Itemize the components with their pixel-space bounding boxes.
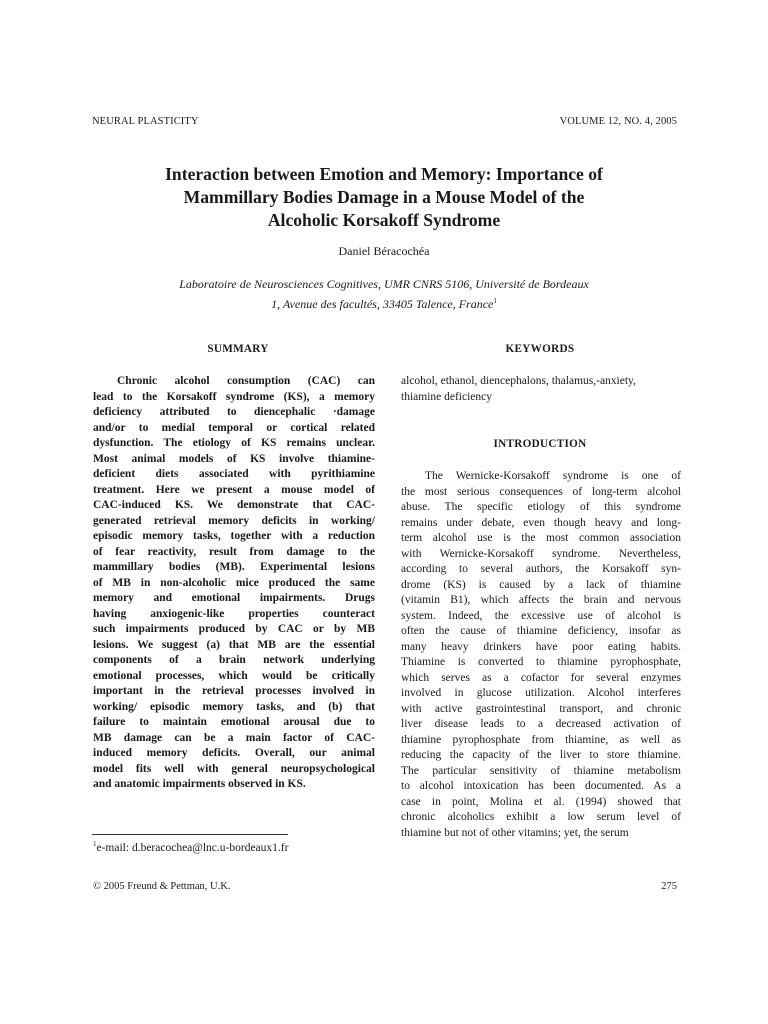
text-line: generated retrieval memory deficits in working/ [93, 514, 375, 527]
text-line: MB damage can be a main factor of CAC- [93, 731, 375, 744]
introduction-paragraph [401, 469, 681, 841]
text-line: many heavy drinkers have poor eating habits. [401, 640, 681, 653]
text-line: which serves as a cofactor for several enzymes [401, 671, 681, 684]
text-line: (vitamin B1), which affects the brain and nervous [401, 594, 681, 606]
text-line: system. Indeed, the excessive use of alcohol is [401, 609, 681, 622]
text-line: drome (KS) is caused by a lack of thiamine [401, 578, 681, 591]
text-line: term alcohol use is the most common association [401, 532, 681, 544]
title-line: Mammillary Bodies Damage in a Mouse Model of the [183, 187, 585, 207]
text-line: chronic alcoholics exhibit a low serum level of [401, 811, 681, 823]
text-line: treatment. Here we present a mouse model of [93, 483, 375, 496]
text-line: involved in glucose utilization. Alcohol interferes [401, 687, 681, 699]
copyright-notice: © 2005 Freund & Pettman, U.K. [93, 881, 231, 892]
text-line: and anatomic impairments observed in KS. [93, 778, 306, 790]
text-line: episodic memory tasks, together with a reduction [93, 530, 375, 542]
affiliation-line-2 [120, 293, 648, 313]
text-line: mammillary bodies (MB). Experimental lesions [93, 561, 375, 573]
text-line: thiamine deficiency [401, 390, 493, 403]
text-line: The particular sensitivity of thiamine metabolism [401, 764, 681, 777]
text-line: memory and emotional impairments. Drugs [93, 592, 375, 604]
affiliation-footnote-marker: 1 [493, 297, 497, 305]
text-line: such impairments produced by CAC or by MB [93, 623, 375, 635]
volume-info: VOLUME 12, NO. 4, 2005 [559, 116, 677, 127]
text-line: thiamine but not of other vitamins; yet, the serum [401, 826, 629, 839]
text-line: Chronic alcohol consumption (CAC) can [117, 375, 375, 387]
footnote-divider [92, 834, 288, 835]
text-line: of fear reactivity, result from damage to the [93, 545, 375, 558]
text-line: emotional processes, which would be critically [93, 669, 375, 682]
text-line: components of a brain network underlying [93, 654, 375, 666]
text-line: of MB in non-alcoholic mice produced the same [93, 576, 375, 589]
text-line: case in point, Molina et al. (1994) showed that [401, 795, 681, 808]
introduction-heading: INTRODUCTION [493, 438, 587, 450]
text-line: according to several authors, the Korsakoff syn- [401, 563, 681, 575]
journal-name: NEURAL PLASTICITY [92, 116, 199, 127]
keywords-heading: KEYWORDS [505, 343, 575, 355]
text-line: and/or to medial temporal or cortical related [93, 421, 375, 434]
text-line: model fits well with general neuropsychological [93, 762, 375, 775]
footnote [93, 840, 288, 854]
text-line: deficient diets associated with pyrithiamine [93, 468, 375, 480]
text-line: working/ episodic memory tasks, and (b) that [93, 700, 375, 713]
text-line: reducing the capacity of the liver to store thiamine. [401, 749, 681, 761]
text-line: remains under debate, even though heavy and long- [401, 516, 681, 529]
footnote-email: e-mail: d.beracochea@lnc.u-bordeaux1.fr [96, 842, 289, 854]
text-line: Most animal models of KS involve thiamine- [93, 452, 375, 465]
title-line: Interaction between Emotion and Memory: Importance of [165, 164, 603, 184]
text-line: liver disease leads to a decreased activation of [401, 718, 681, 730]
title-line: Alcoholic Korsakoff Syndrome [267, 210, 501, 230]
keywords-text [401, 374, 681, 405]
text-line: The Wernicke-Korsakoff syndrome is one of [425, 470, 681, 482]
author-name: Daniel Béracochéa [338, 244, 430, 258]
paper-title [100, 163, 668, 232]
affiliation-line-1: Laboratoire de Neurosciences Cognitives, UMR CNRS 5106, Université de Bordeaux [179, 277, 589, 291]
text-line: with active gastrointestinal transport, and chronic [401, 702, 681, 715]
text-line: CAC-induced KS. We demonstrate that CAC- [93, 499, 375, 511]
text-line: lead to the Korsakoff syndrome (KS), a memory [93, 390, 375, 403]
text-line: thiamine pyrophosphate from thiamine, as well as [401, 733, 681, 746]
footnote-marker: 1 [93, 840, 97, 848]
summary-heading: SUMMARY [207, 343, 269, 355]
text-line: alcohol, ethanol, diencephalons, thalamus,-anxiety, [401, 375, 636, 387]
text-line: induced memory deficits. Overall, our animal [93, 747, 375, 759]
text-line: to alcohol intoxication has been documented. As a [401, 780, 681, 792]
text-line: failure to maintain emotional arousal due to [93, 716, 375, 728]
text-line: having anxiogenic-like properties counteract [93, 607, 375, 620]
text-line: lesions. We suggest (a) that MB are the essential [93, 638, 375, 651]
text-line: often the cause of thiamine deficiency, insofar as [401, 625, 681, 637]
text-line: the most serious consequences of long-term alcohol [401, 485, 681, 498]
summary-paragraph [93, 374, 375, 793]
text-line: Thiamine is converted to thiamine pyrophosphate, [401, 656, 681, 668]
page-number: 275 [661, 881, 677, 892]
text-line: dysfunction. The etiology of KS remains unclear. [93, 437, 375, 449]
text-line: abuse. The specific etiology of this syndrome [401, 501, 681, 513]
affiliation-address: 1, Avenue des facultés, 33405 Talence, France [271, 297, 494, 311]
text-line: with Wernicke-Korsakoff syndrome. Nevertheless, [401, 547, 681, 560]
affiliation [120, 276, 648, 313]
text-line: important in the retrieval processes involved in [93, 685, 375, 697]
text-line: deficiency attributed to diencephalic ·damage [93, 406, 375, 418]
